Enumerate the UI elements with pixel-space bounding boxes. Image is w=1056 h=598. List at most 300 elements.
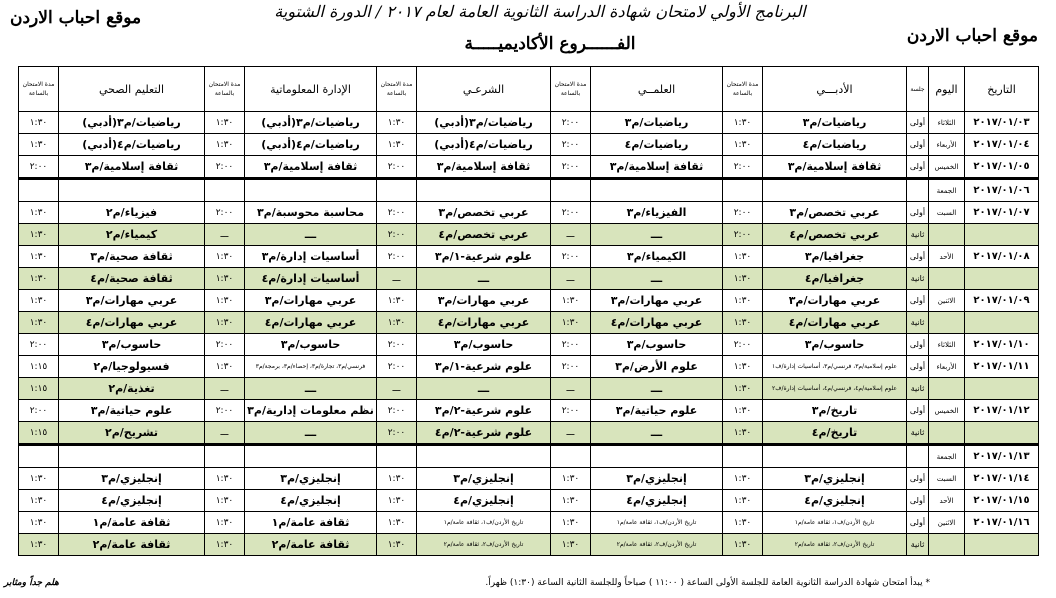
cell-ses: أولى [907, 490, 929, 512]
cell-lit: تاريخ/م٣ [763, 400, 907, 422]
cell-d3: ـــ [377, 268, 417, 290]
cell-sha [417, 445, 551, 468]
cell-sci: عربي مهارات/م٤ [591, 312, 723, 334]
cell-d3: ١:٣٠ [377, 512, 417, 534]
cell-d4: ١:٣٠ [205, 534, 245, 556]
cell-sha: ـــ [417, 378, 551, 400]
cell-sha: علوم شرعية-٢/م٣ [417, 400, 551, 422]
exam-schedule-table [18, 66, 1039, 556]
cell-ses: ثانية [907, 422, 929, 445]
cell-lit: جغرافيا/م٤ [763, 268, 907, 290]
table-row [19, 334, 1039, 356]
cell-sha: عربي مهارات/م٣ [417, 290, 551, 312]
cell-date: ٢٠١٧/٠١/١٢ [965, 400, 1039, 422]
cell-d4: ١:٣٠ [205, 290, 245, 312]
page-header [0, 0, 1056, 66]
cell-d3: ٢:٠٠ [377, 422, 417, 445]
cell-sha: رياضيات/م٤(أدبي) [417, 134, 551, 156]
cell-d3: ١:٣٠ [377, 312, 417, 334]
cell-date [965, 422, 1039, 445]
cell-ses: أولى [907, 468, 929, 490]
cell-d1: ٢:٠٠ [723, 224, 763, 246]
cell-d2 [551, 179, 591, 202]
cell-inf: محاسبة محوسبة/م٣ [245, 202, 377, 224]
cell-d5: ١:٣٠ [19, 112, 59, 134]
cell-inf: أساسيات إدارة/م٣ [245, 246, 377, 268]
table-row [19, 179, 1039, 202]
cell-d1: ١:٣٠ [723, 490, 763, 512]
table-row [19, 246, 1039, 268]
cell-sha: علوم شرعية-١/م٣ [417, 246, 551, 268]
table-row [19, 512, 1039, 534]
cell-d2 [551, 445, 591, 468]
cell-lit: رياضيات/م٣ [763, 112, 907, 134]
cell-d5: ٢:٠٠ [19, 156, 59, 179]
cell-date [965, 312, 1039, 334]
cell-ses: ثانية [907, 534, 929, 556]
cell-d5: ١:١٥ [19, 356, 59, 378]
cell-d1: ١:٣٠ [723, 246, 763, 268]
cell-inf: ـــ [245, 422, 377, 445]
cell-d1: ١:٣٠ [723, 268, 763, 290]
cell-date: ٢٠١٧/٠١/١٣ [965, 445, 1039, 468]
cell-d3: ٢:٠٠ [377, 356, 417, 378]
cell-day [929, 312, 965, 334]
table-header-row [19, 67, 1039, 112]
cell-sci: ـــ [591, 378, 723, 400]
cell-inf [245, 179, 377, 202]
cell-sci: الكيمياء/م٣ [591, 246, 723, 268]
schedule-body [19, 112, 1039, 556]
cell-sha: تاريخ الأردن/ف٢، ثقافة عامة/م٢ [417, 534, 551, 556]
cell-ses: أولى [907, 290, 929, 312]
col-info-mgmt: الإدارة المعلوماتية [245, 67, 377, 112]
cell-d5 [19, 179, 59, 202]
cell-ses: ثانية [907, 224, 929, 246]
cell-day [929, 268, 965, 290]
cell-day: الأربعاء [929, 356, 965, 378]
cell-d3 [377, 179, 417, 202]
cell-ses: أولى [907, 512, 929, 534]
cell-d2: ٢:٠٠ [551, 246, 591, 268]
cell-d1: ١:٣٠ [723, 290, 763, 312]
cell-date: ٢٠١٧/٠١/١١ [965, 356, 1039, 378]
table-row [19, 468, 1039, 490]
cell-ses [907, 179, 929, 202]
cell-day: الأحد [929, 246, 965, 268]
cell-lit: عربي مهارات/م٤ [763, 312, 907, 334]
cell-d3: ٢:٠٠ [377, 224, 417, 246]
cell-d2: ـــ [551, 378, 591, 400]
cell-ses: أولى [907, 112, 929, 134]
cell-lit: رياضيات/م٤ [763, 134, 907, 156]
cell-d4: ١:٣٠ [205, 512, 245, 534]
cell-sci: تاريخ الأردن/ف٢، ثقافة عامة/م٢ [591, 534, 723, 556]
table-row [19, 490, 1039, 512]
cell-hea: إنجليزي/م٤ [59, 490, 205, 512]
cell-d4: ٢:٠٠ [205, 202, 245, 224]
cell-d2: ٢:٠٠ [551, 202, 591, 224]
cell-inf: ـــ [245, 378, 377, 400]
cell-ses: ثانية [907, 268, 929, 290]
cell-d4: ١:٣٠ [205, 468, 245, 490]
cell-d4: ١:٣٠ [205, 356, 245, 378]
cell-sci [591, 445, 723, 468]
cell-day: الجمعة [929, 179, 965, 202]
cell-hea: ثقافة صحية/م٣ [59, 246, 205, 268]
cell-day [929, 378, 965, 400]
cell-lit: تاريخ/م٤ [763, 422, 907, 445]
cell-hea: تشريح/م٢ [59, 422, 205, 445]
cell-sha: علوم شرعية-١/م٣ [417, 356, 551, 378]
cell-hea [59, 445, 205, 468]
cell-d1 [723, 445, 763, 468]
cell-hea: كيمياء/م٢ [59, 224, 205, 246]
cell-day: الجمعة [929, 445, 965, 468]
cell-d1: ١:٣٠ [723, 312, 763, 334]
cell-hea: رياضيات/م٤(أدبي) [59, 134, 205, 156]
cell-lit: علوم إسلامية/م٣، فرنسي/م٣، أساسيات إدارة/ف١ [763, 356, 907, 378]
cell-d4 [205, 179, 245, 202]
cell-day [929, 422, 965, 445]
cell-d4: ـــ [205, 378, 245, 400]
cell-sha [417, 179, 551, 202]
cell-d1: ١:٣٠ [723, 400, 763, 422]
cell-d3: ٢:٠٠ [377, 400, 417, 422]
cell-hea: رياضيات/م٣(أدبي) [59, 112, 205, 134]
cell-inf: عربي مهارات/م٤ [245, 312, 377, 334]
cell-day: الخميس [929, 400, 965, 422]
cell-day [929, 534, 965, 556]
cell-d1: ١:٣٠ [723, 378, 763, 400]
cell-d2: ٢:٠٠ [551, 112, 591, 134]
cell-d2: ـــ [551, 268, 591, 290]
col-scientific: العلمــي [591, 67, 723, 112]
cell-lit: إنجليزي/م٤ [763, 490, 907, 512]
cell-inf: إنجليزي/م٤ [245, 490, 377, 512]
cell-d4: ١:٣٠ [205, 134, 245, 156]
cell-d4: ١:٣٠ [205, 490, 245, 512]
document-subtitle: الفــــــروع الأكاديميـــــة [464, 34, 636, 54]
cell-d4: ٢:٠٠ [205, 334, 245, 356]
cell-sci: إنجليزي/م٣ [591, 468, 723, 490]
table-row [19, 534, 1039, 556]
cell-d5: ١:١٥ [19, 422, 59, 445]
cell-sha: تاريخ الأردن/ف١، ثقافة عامة/م١ [417, 512, 551, 534]
cell-d2: ١:٣٠ [551, 312, 591, 334]
cell-hea: ثقافة عامة/م٢ [59, 534, 205, 556]
col-health: التعليم الصحي [59, 67, 205, 112]
cell-lit [763, 179, 907, 202]
cell-lit: حاسوب/م٣ [763, 334, 907, 356]
cell-d3: ١:٣٠ [377, 290, 417, 312]
cell-d1: ١:٣٠ [723, 468, 763, 490]
cell-day: الثلاثاء [929, 112, 965, 134]
cell-sha: ثقافة إسلامية/م٣ [417, 156, 551, 179]
table-row [19, 356, 1039, 378]
cell-d5: ١:٣٠ [19, 268, 59, 290]
cell-d3: ـــ [377, 378, 417, 400]
cell-lit: جغرافيا/م٣ [763, 246, 907, 268]
cell-inf: نظم معلومات إدارية/م٣ [245, 400, 377, 422]
cell-inf: ثقافة إسلامية/م٣ [245, 156, 377, 179]
cell-d4 [205, 445, 245, 468]
schedule-table-wrapper [18, 66, 1038, 556]
cell-d1: ١:٣٠ [723, 534, 763, 556]
cell-d3: ٢:٠٠ [377, 334, 417, 356]
cell-d2: ١:٣٠ [551, 468, 591, 490]
table-row [19, 422, 1039, 445]
cell-hea: علوم حياتية/م٣ [59, 400, 205, 422]
cell-date [965, 224, 1039, 246]
cell-date: ٢٠١٧/٠١/٠٥ [965, 156, 1039, 179]
cell-hea: ثقافة صحية/م٤ [59, 268, 205, 290]
cell-date: ٢٠١٧/٠١/١٦ [965, 512, 1039, 534]
cell-date: ٢٠١٧/٠١/٠٤ [965, 134, 1039, 156]
cell-day: الخميس [929, 156, 965, 179]
cell-d5: ١:٣٠ [19, 512, 59, 534]
cell-sha: علوم شرعية-٢/م٤ [417, 422, 551, 445]
cell-lit: تاريخ الأردن/ف٢، ثقافة عامة/م٢ [763, 534, 907, 556]
cell-inf: ثقافة عامة/م١ [245, 512, 377, 534]
cell-d4: ٢:٠٠ [205, 156, 245, 179]
site-name-right: موقع احباب الاردن [906, 26, 1038, 46]
cell-d5: ١:٣٠ [19, 468, 59, 490]
table-row [19, 268, 1039, 290]
cell-inf: رياضيات/م٤(أدبي) [245, 134, 377, 156]
footer-note: * يبدأ امتحان شهادة الدراسة الثانوية العامة للجلسة الأولى الساعة ( ١١:٠٠ ) صباحاً وللجلسة الثانية الساعة (١:٣٠) ظهراً. [485, 578, 930, 588]
cell-sci: الفيزياء/م٣ [591, 202, 723, 224]
cell-lit: ثقافة إسلامية/م٣ [763, 156, 907, 179]
cell-d5: ١:٣٠ [19, 202, 59, 224]
cell-hea: ثقافة إسلامية/م٣ [59, 156, 205, 179]
cell-lit: إنجليزي/م٣ [763, 468, 907, 490]
cell-day: السبت [929, 468, 965, 490]
cell-ses: أولى [907, 134, 929, 156]
cell-d1: ٢:٠٠ [723, 202, 763, 224]
cell-sha: إنجليزي/م٤ [417, 490, 551, 512]
table-row [19, 202, 1039, 224]
cell-d1: ١:٣٠ [723, 134, 763, 156]
cell-inf: عربي مهارات/م٣ [245, 290, 377, 312]
cell-day [929, 224, 965, 246]
cell-d2: ـــ [551, 224, 591, 246]
cell-date [965, 378, 1039, 400]
cell-d1: ١:٣٠ [723, 356, 763, 378]
cell-inf: ثقافة عامة/م٢ [245, 534, 377, 556]
cell-hea: فيزياء/م٢ [59, 202, 205, 224]
cell-d3: ١:٣٠ [377, 112, 417, 134]
cell-sci: عربي مهارات/م٣ [591, 290, 723, 312]
cell-day: الأربعاء [929, 134, 965, 156]
cell-lit: عربي تخصص/م٣ [763, 202, 907, 224]
cell-hea: فسيولوجيا/م٢ [59, 356, 205, 378]
cell-sci: رياضيات/م٤ [591, 134, 723, 156]
cell-d4: ـــ [205, 224, 245, 246]
cell-lit: عربي تخصص/م٤ [763, 224, 907, 246]
table-row [19, 312, 1039, 334]
cell-d4: ١:٣٠ [205, 112, 245, 134]
document-title: البرنامج الأولي لامتحان شهادة الدراسة الثانوية العامة لعام ٢٠١٧ / الدورة الشتوية [274, 2, 806, 21]
cell-d5: ١:١٥ [19, 378, 59, 400]
cell-d5: ١:٣٠ [19, 534, 59, 556]
col-day: اليوم [929, 67, 965, 112]
cell-d4: ١:٣٠ [205, 246, 245, 268]
cell-date: ٢٠١٧/٠١/٠٦ [965, 179, 1039, 202]
cell-d5: ١:٣٠ [19, 134, 59, 156]
cell-inf: حاسوب/م٣ [245, 334, 377, 356]
cell-hea: عربي مهارات/م٣ [59, 290, 205, 312]
cell-sha: عربي تخصص/م٤ [417, 224, 551, 246]
col-session: جلسة [907, 67, 929, 112]
col-duration: مدة الامتحان بالساعة [377, 67, 417, 112]
cell-ses: أولى [907, 156, 929, 179]
cell-sci: إنجليزي/م٤ [591, 490, 723, 512]
cell-d4: ١:٣٠ [205, 268, 245, 290]
cell-d5: ١:٣٠ [19, 490, 59, 512]
cell-d1: ٢:٠٠ [723, 334, 763, 356]
table-row [19, 445, 1039, 468]
cell-sha: عربي مهارات/م٤ [417, 312, 551, 334]
cell-d3: ١:٣٠ [377, 490, 417, 512]
cell-d5: ١:٣٠ [19, 246, 59, 268]
cell-date: ٢٠١٧/٠١/٠٣ [965, 112, 1039, 134]
table-row [19, 112, 1039, 134]
cell-inf: فرنسي/م٣، تجارة/م٣، إحصاء/م٣، برمجة/م٣ [245, 356, 377, 378]
cell-ses: أولى [907, 246, 929, 268]
cell-sci: رياضيات/م٣ [591, 112, 723, 134]
cell-sci: علوم الأرض/م٣ [591, 356, 723, 378]
cell-date [965, 534, 1039, 556]
cell-hea: ثقافة عامة/م١ [59, 512, 205, 534]
cell-sci: ثقافة إسلامية/م٣ [591, 156, 723, 179]
cell-d3 [377, 445, 417, 468]
cell-date: ٢٠١٧/٠١/١٥ [965, 490, 1039, 512]
cell-sci: حاسوب/م٣ [591, 334, 723, 356]
cell-d2: ٢:٠٠ [551, 134, 591, 156]
cell-lit: عربي مهارات/م٣ [763, 290, 907, 312]
col-duration: مدة الامتحان بالساعة [723, 67, 763, 112]
cell-d1 [723, 179, 763, 202]
cell-ses: أولى [907, 400, 929, 422]
cell-sha: إنجليزي/م٣ [417, 468, 551, 490]
cell-inf: ـــ [245, 224, 377, 246]
cell-date: ٢٠١٧/٠١/١٠ [965, 334, 1039, 356]
cell-date: ٢٠١٧/٠١/٠٧ [965, 202, 1039, 224]
cell-hea: حاسوب/م٣ [59, 334, 205, 356]
cell-sha: حاسوب/م٣ [417, 334, 551, 356]
cell-d2: ٢:٠٠ [551, 356, 591, 378]
cell-lit: علوم إسلامية/م٤، فرنسي/م٤، أساسيات إدارة/ف٢ [763, 378, 907, 400]
cell-d4: ٢:٠٠ [205, 400, 245, 422]
cell-ses: أولى [907, 334, 929, 356]
cell-inf: رياضيات/م٣(أدبي) [245, 112, 377, 134]
table-row [19, 134, 1039, 156]
col-sharia: الشرعـي [417, 67, 551, 112]
cell-d4: ـــ [205, 422, 245, 445]
cell-d2: ١:٣٠ [551, 290, 591, 312]
cell-d3: ٢:٠٠ [377, 156, 417, 179]
cell-day: الاثنين [929, 290, 965, 312]
cell-day: الاثنين [929, 512, 965, 534]
cell-day: السبت [929, 202, 965, 224]
cell-d3: ١:٣٠ [377, 134, 417, 156]
cell-sci: ـــ [591, 268, 723, 290]
table-row [19, 224, 1039, 246]
col-duration: مدة الامتحان بالساعة [19, 67, 59, 112]
cell-sci: ـــ [591, 422, 723, 445]
cell-d3: ٢:٠٠ [377, 246, 417, 268]
cell-ses [907, 445, 929, 468]
cell-sha: ـــ [417, 268, 551, 290]
cell-hea: تغذية/م٢ [59, 378, 205, 400]
cell-d1: ١:٣٠ [723, 422, 763, 445]
cell-hea: إنجليزي/م٣ [59, 468, 205, 490]
col-duration: مدة الامتحان بالساعة [205, 67, 245, 112]
cell-ses: أولى [907, 202, 929, 224]
cell-day: الثلاثاء [929, 334, 965, 356]
cell-d2: ١:٣٠ [551, 534, 591, 556]
cell-ses: ثانية [907, 312, 929, 334]
cell-d2: ٢:٠٠ [551, 334, 591, 356]
cell-date: ٢٠١٧/٠١/١٤ [965, 468, 1039, 490]
table-row [19, 156, 1039, 179]
cell-d1: ٢:٠٠ [723, 156, 763, 179]
signature: هلم جداً ومثابر [4, 578, 59, 588]
cell-sha: عربي تخصص/م٣ [417, 202, 551, 224]
cell-ses: أولى [907, 356, 929, 378]
cell-d3: ١:٣٠ [377, 468, 417, 490]
cell-sci: ـــ [591, 224, 723, 246]
cell-lit [763, 445, 907, 468]
cell-inf: إنجليزي/م٣ [245, 468, 377, 490]
cell-lit: تاريخ الأردن/ف١، ثقافة عامة/م١ [763, 512, 907, 534]
table-row [19, 290, 1039, 312]
cell-sha: رياضيات/م٣(أدبي) [417, 112, 551, 134]
cell-d2: ـــ [551, 422, 591, 445]
cell-inf [245, 445, 377, 468]
cell-date: ٢٠١٧/٠١/٠٨ [965, 246, 1039, 268]
cell-hea [59, 179, 205, 202]
cell-ses: ثانية [907, 378, 929, 400]
cell-d2: ٢:٠٠ [551, 156, 591, 179]
cell-d5: ١:٣٠ [19, 224, 59, 246]
cell-d4: ١:٣٠ [205, 312, 245, 334]
col-duration: مدة الامتحان بالساعة [551, 67, 591, 112]
cell-d3: ٢:٠٠ [377, 202, 417, 224]
table-row [19, 400, 1039, 422]
cell-inf: أساسيات إدارة/م٤ [245, 268, 377, 290]
cell-date [965, 268, 1039, 290]
cell-d5: ٢:٠٠ [19, 334, 59, 356]
cell-date: ٢٠١٧/٠١/٠٩ [965, 290, 1039, 312]
cell-d5: ٢:٠٠ [19, 400, 59, 422]
col-date: التاريخ [965, 67, 1039, 112]
cell-sci: تاريخ الأردن/ف١، ثقافة عامة/م١ [591, 512, 723, 534]
cell-day: الأحد [929, 490, 965, 512]
cell-d2: ١:٣٠ [551, 512, 591, 534]
cell-d2: ١:٣٠ [551, 490, 591, 512]
cell-d1: ١:٣٠ [723, 112, 763, 134]
cell-d5: ١:٣٠ [19, 312, 59, 334]
cell-d5: ١:٣٠ [19, 290, 59, 312]
cell-d3: ١:٣٠ [377, 534, 417, 556]
cell-d5 [19, 445, 59, 468]
cell-d2: ٢:٠٠ [551, 400, 591, 422]
col-literary: الأدبـــي [763, 67, 907, 112]
site-name-left: موقع احباب الاردن [10, 8, 142, 28]
cell-d1: ١:٣٠ [723, 512, 763, 534]
